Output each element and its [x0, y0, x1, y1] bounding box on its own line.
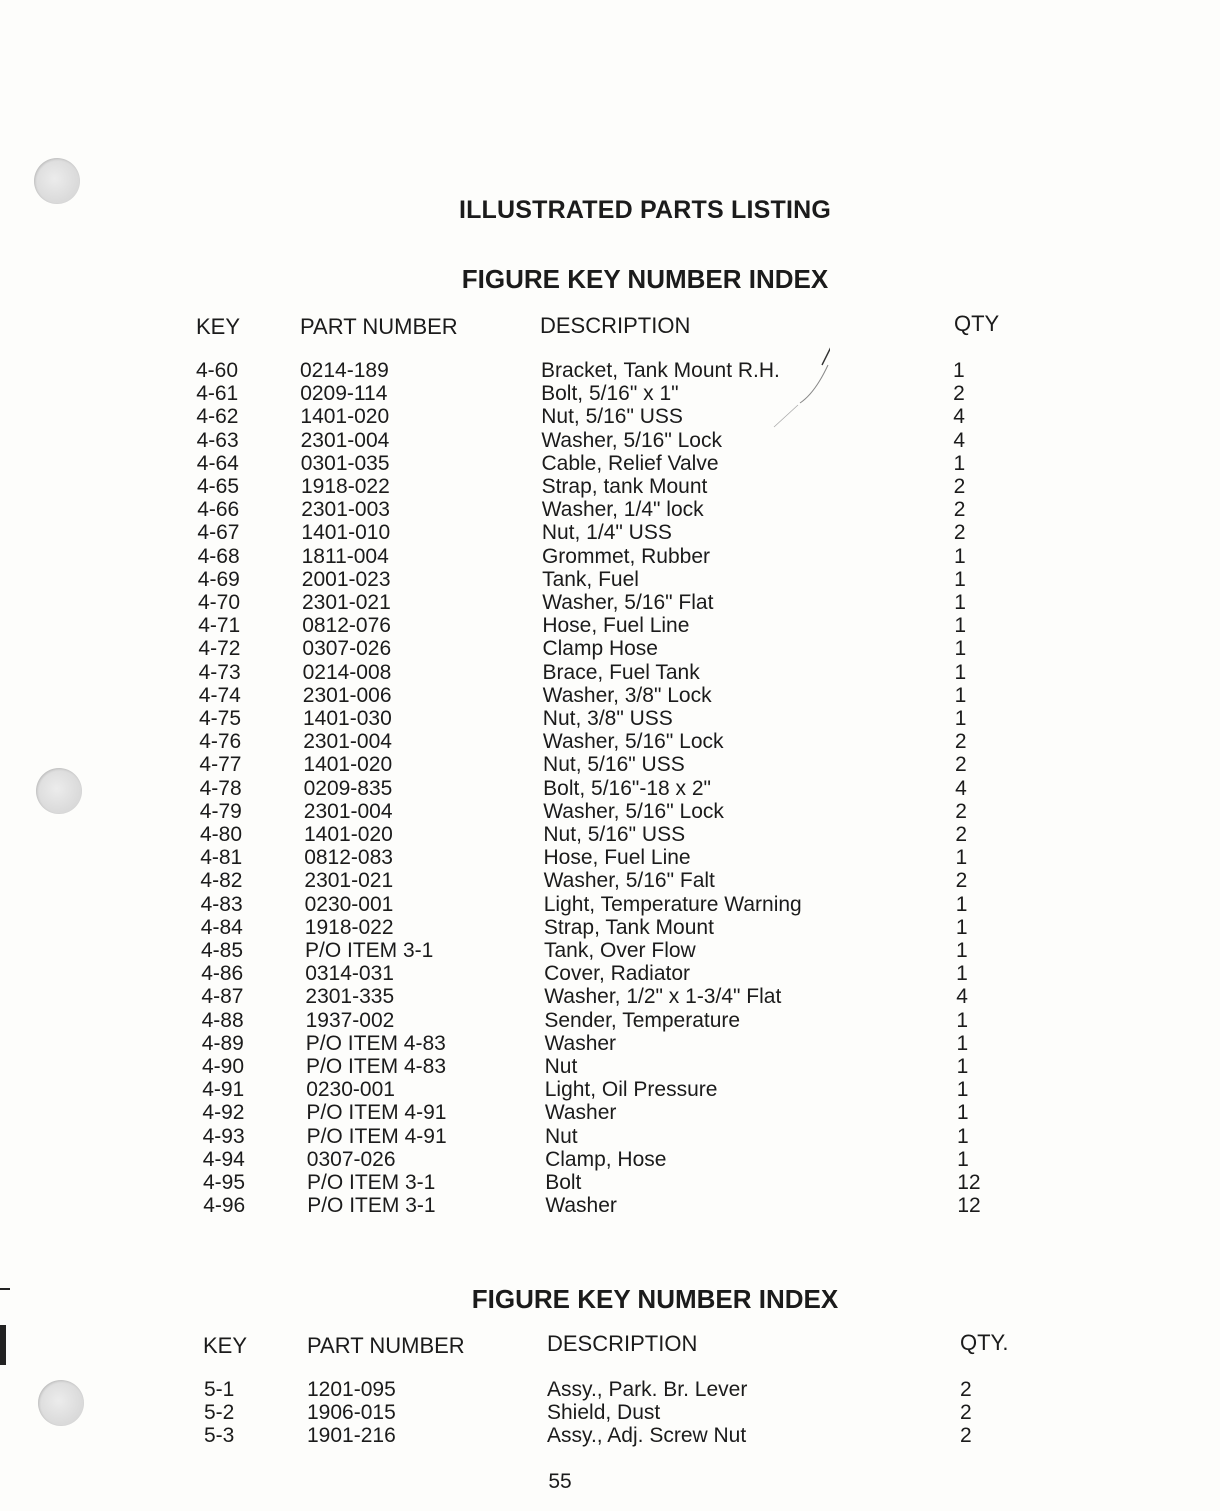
cell-part-number: 0209-114 [300, 382, 388, 406]
cell-key: 4-80 [200, 823, 243, 846]
binder-hole-bottom [38, 1380, 84, 1426]
cell-part-number: 2301-006 [302, 683, 392, 707]
cell-part-number: 0307-026 [302, 637, 392, 661]
cell-description: Nut [544, 1124, 578, 1148]
cell-description: Clamp, Hose [545, 1147, 667, 1171]
cell-qty: 2 [953, 382, 965, 406]
cell-qty: 2 [955, 753, 967, 777]
cell-key: 4-79 [199, 799, 242, 823]
cell-key: 4-94 [202, 1147, 245, 1171]
cell-key: 4-88 [201, 1008, 244, 1032]
cell-part-number: 2001-023 [301, 567, 391, 591]
scan-edge-mark-block [0, 1325, 6, 1365]
column-header-part-number: PART NUMBER [300, 314, 458, 339]
column-header-key: KEY [196, 314, 241, 339]
cell-description: Hose, Fuel Line [542, 614, 690, 638]
cell-key: 4-90 [202, 1055, 245, 1078]
cell-qty: 1 [954, 660, 967, 684]
cell-part-number: 2301-335 [305, 985, 395, 1009]
cell-qty: 1 [955, 915, 968, 939]
cell-description: Nut, 3/8" USS [542, 707, 673, 730]
cell-part-number: 1401-010 [301, 521, 391, 545]
cell-part-number: 0230-001 [306, 1078, 395, 1102]
cell-part-number: 0214-008 [302, 660, 392, 684]
cell-description: Sender, Temperature [544, 1008, 741, 1032]
cell-key: 4-92 [202, 1101, 245, 1125]
cell-part-number: 1401-020 [304, 823, 393, 846]
cell-qty: 2 [960, 1378, 972, 1401]
cell-part-number: 2301-004 [300, 428, 390, 452]
cell-qty: 2 [955, 869, 968, 893]
column-header-description: DESCRIPTION [540, 313, 691, 338]
cell-description: Hose, Fuel Line [543, 846, 691, 870]
cell-description: Washer [544, 1101, 617, 1125]
cell-key: 4-64 [196, 451, 239, 475]
cell-key: 4-89 [201, 1031, 244, 1055]
cell-qty: 2 [960, 1401, 972, 1425]
cell-qty: 4 [953, 405, 965, 429]
cell-key: 4-69 [197, 567, 240, 591]
cell-part-number: 2301-004 [303, 730, 392, 754]
cell-part-number: 1937-002 [305, 1008, 395, 1032]
cell-part-number: 1811-004 [301, 544, 389, 568]
cell-description: Strap, tank Mount [541, 475, 708, 498]
cell-qty: 1 [956, 1008, 969, 1032]
cell-qty: 1 [955, 892, 968, 916]
cell-description: Washer, 1/4" lock [541, 498, 704, 522]
cell-qty: 1 [956, 1124, 969, 1148]
cell-part-number: 1401-020 [300, 405, 390, 429]
cell-description: Nut, 1/4" USS [541, 521, 672, 545]
cell-description: Shield, Dust [547, 1401, 661, 1425]
cell-description: Cover, Radiator [544, 962, 691, 986]
cell-part-number: 1401-030 [303, 707, 392, 730]
cell-key: 4-72 [198, 637, 241, 661]
cell-key: 4-81 [200, 846, 243, 870]
cell-description: Washer, 3/8" Lock [542, 683, 712, 707]
cell-part-number: P/O ITEM 4-91 [306, 1124, 447, 1148]
cell-qty: 1 [954, 591, 966, 614]
cell-key: 4-91 [202, 1078, 245, 1102]
cell-description: Clamp Hose [542, 637, 658, 661]
cell-key: 4-84 [200, 915, 243, 939]
column-header-qty: QTY [954, 311, 1000, 336]
cell-key: 4-96 [203, 1194, 246, 1218]
cell-description: Washer, 1/2" x 1-3/4" Flat [544, 985, 782, 1009]
cell-qty: 1 [954, 614, 966, 638]
cell-qty: 2 [955, 799, 967, 823]
cell-part-number: 2301-003 [301, 498, 390, 522]
cell-part-number: 0812-076 [302, 614, 391, 638]
cell-key: 4-93 [202, 1124, 245, 1148]
cell-qty: 2 [955, 823, 968, 846]
cell-description: Nut [544, 1055, 578, 1078]
cell-part-number: 2301-021 [302, 591, 391, 614]
cell-key: 4-62 [196, 405, 239, 429]
column-header-part-number: PART NUMBER [307, 1333, 465, 1358]
cell-qty: 12 [957, 1194, 981, 1218]
cell-part-number: 2301-004 [303, 799, 393, 823]
cell-part-number: 1201-095 [307, 1378, 396, 1401]
cell-qty: 4 [953, 428, 966, 452]
cell-key: 4-60 [196, 359, 239, 382]
cell-part-number: P/O ITEM 3-1 [307, 1194, 436, 1218]
cell-description: Grommet, Rubber [541, 544, 711, 568]
column-header-key: KEY [203, 1333, 248, 1358]
cell-key: 4-61 [196, 382, 239, 406]
cell-description: Strap, Tank Mount [543, 915, 714, 939]
cell-qty: 1 [956, 962, 968, 986]
document-title: ILLUSTRATED PARTS LISTING [458, 196, 832, 224]
cell-key: 5-3 [204, 1424, 235, 1448]
cell-key: 4-66 [197, 498, 240, 522]
cell-qty: 2 [953, 498, 966, 522]
cell-key: 5-1 [204, 1378, 235, 1401]
cell-part-number: P/O ITEM 4-83 [305, 1031, 446, 1055]
cell-qty: 1 [956, 1078, 969, 1102]
cell-description: Nut, 5/16" USS [543, 753, 685, 777]
cell-description: Nut, 5/16" USS [543, 823, 686, 846]
cell-key: 4-73 [198, 660, 241, 684]
cell-qty: 2 [953, 475, 966, 498]
cell-description: Tank, Fuel [542, 567, 639, 591]
cell-key: 4-95 [203, 1171, 246, 1194]
cell-description: Tank, Over Flow [544, 939, 696, 962]
cell-qty: 1 [953, 451, 966, 475]
cell-part-number: 0307-026 [306, 1147, 396, 1171]
cell-part-number: P/O ITEM 3-1 [307, 1171, 436, 1194]
cell-key: 4-70 [198, 591, 241, 614]
cell-key: 4-65 [197, 475, 240, 498]
pen-mark [770, 335, 830, 445]
cell-key: 4-67 [197, 521, 240, 545]
cell-part-number: P/O ITEM 4-83 [306, 1055, 447, 1078]
cell-part-number: 1906-015 [307, 1401, 396, 1425]
cell-qty: 2 [960, 1424, 972, 1448]
cell-key: 4-82 [200, 869, 243, 893]
cell-description: Washer, 5/16" Lock [543, 799, 724, 823]
cell-qty: 1 [953, 359, 965, 382]
cell-part-number: P/O ITEM 3-1 [305, 939, 434, 962]
cell-qty: 1 [954, 567, 966, 591]
cell-qty: 2 [954, 730, 967, 754]
section-heading: FIGURE KEY NUMBER INDEX [461, 264, 829, 294]
cell-description: Brace, Fuel Tank [542, 660, 700, 684]
cell-description: Assy., Park. Br. Lever [547, 1378, 748, 1401]
cell-part-number: 1901-216 [307, 1424, 396, 1448]
cell-qty: 12 [957, 1171, 981, 1194]
column-header-qty: QTY. [960, 1330, 1009, 1355]
cell-qty: 1 [953, 544, 966, 568]
cell-key: 4-68 [197, 544, 240, 568]
cell-key: 4-78 [199, 776, 242, 800]
cell-qty: 1 [956, 1031, 969, 1055]
cell-part-number: 0301-035 [300, 451, 390, 475]
cell-qty: 1 [956, 939, 968, 962]
cell-key: 4-71 [198, 614, 241, 638]
cell-part-number: 0230-001 [304, 892, 394, 916]
cell-description: Nut, 5/16" USS [541, 405, 683, 429]
cell-key: 4-87 [201, 985, 244, 1009]
page-number: 55 [548, 1470, 572, 1493]
column-header-description: DESCRIPTION [547, 1331, 698, 1356]
cell-part-number: 1918-022 [304, 915, 394, 939]
cell-qty: 1 [956, 1101, 969, 1125]
cell-description: Bolt [545, 1171, 582, 1194]
cell-key: 4-77 [199, 753, 242, 777]
cell-description: Light, Temperature Warning [543, 892, 802, 916]
scan-edge-mark [0, 1288, 10, 1290]
cell-description: Bracket, Tank Mount R.H. [541, 359, 780, 382]
cell-qty: 2 [953, 521, 966, 545]
cell-description: Washer, 5/16" Lock [542, 730, 724, 754]
cell-qty: 1 [954, 707, 967, 730]
cell-qty: 1 [954, 683, 967, 707]
cell-key: 4-63 [196, 428, 239, 452]
cell-description: Washer, 5/16" Falt [543, 869, 715, 893]
cell-qty: 4 [956, 985, 968, 1009]
cell-description: Assy., Adj. Screw Nut [547, 1424, 747, 1448]
cell-part-number: 1401-020 [303, 753, 393, 777]
cell-part-number: 0209-835 [303, 776, 393, 800]
cell-description: Bolt, 5/16" x 1" [541, 382, 679, 406]
cell-key: 5-2 [204, 1401, 235, 1425]
section-heading: FIGURE KEY NUMBER INDEX [471, 1284, 839, 1314]
cell-key: 4-76 [199, 730, 242, 754]
cell-part-number: P/O ITEM 4-91 [306, 1101, 447, 1125]
cell-qty: 1 [957, 1147, 969, 1171]
cell-key: 4-85 [201, 939, 244, 962]
cell-qty: 4 [955, 776, 967, 800]
cell-part-number: 0812-083 [304, 846, 393, 870]
cell-qty: 1 [955, 846, 968, 870]
cell-key: 4-86 [201, 962, 244, 986]
cell-key: 4-74 [198, 683, 241, 707]
binder-hole-middle [36, 768, 82, 814]
cell-part-number: 0214-189 [300, 359, 389, 382]
cell-part-number: 2301-021 [304, 869, 394, 893]
cell-description: Light, Oil Pressure [544, 1078, 718, 1102]
cell-description: Washer [544, 1031, 617, 1055]
cell-key: 4-83 [200, 892, 243, 916]
cell-description: Washer, 5/16" Flat [542, 591, 714, 614]
cell-qty: 1 [954, 637, 967, 661]
cell-description: Washer, 5/16" Lock [541, 428, 722, 452]
cell-description: Washer [545, 1194, 617, 1218]
cell-qty: 1 [956, 1055, 969, 1078]
cell-part-number: 1918-022 [301, 475, 390, 498]
cell-description: Cable, Relief Valve [541, 451, 719, 475]
cell-part-number: 0314-031 [305, 962, 394, 986]
cell-key: 4-75 [199, 707, 242, 730]
cell-description: Bolt, 5/16"-18 x 2" [543, 776, 711, 800]
